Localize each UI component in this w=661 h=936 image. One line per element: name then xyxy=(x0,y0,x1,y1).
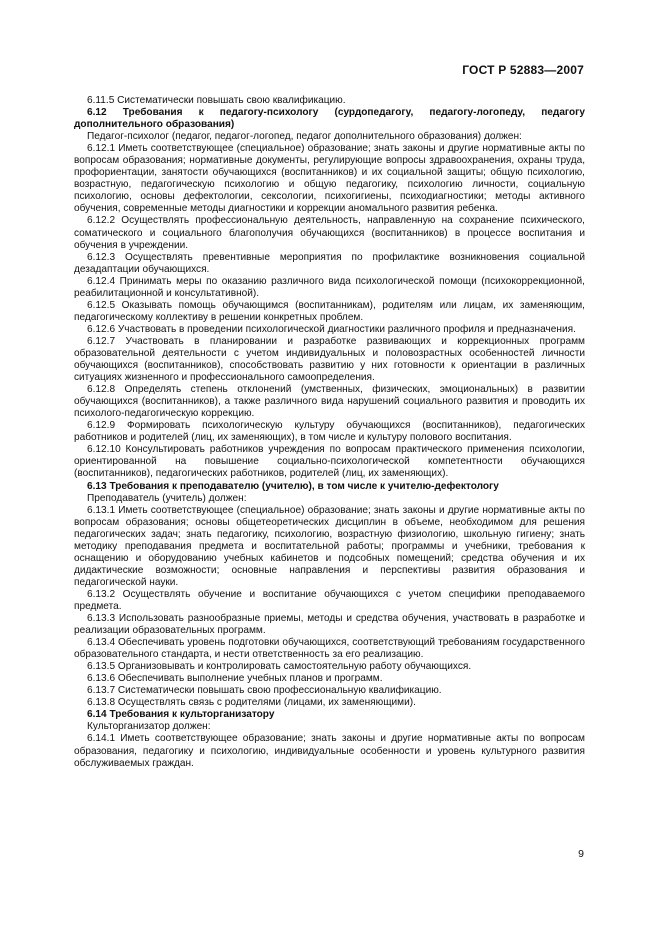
paragraph: 6.13.5 Организовывать и контролировать самостоятельную работу обучающихся. xyxy=(87,661,472,673)
section-heading: 6.13 Требования к преподавателю (учителю), в том числе к учителю-дефектологу xyxy=(87,480,499,492)
paragraph: 6.13.6 Обеспечивать выполнение учебных планов и программ. xyxy=(87,673,383,685)
document-header: ГОСТ Р 52883—2007 xyxy=(462,63,584,77)
paragraph: 6.12.4 Принимать меры по оказанию различного вида психологической помощи (психокоррекционной, реабилитационной и консультативной). xyxy=(74,275,585,299)
page-number: 9 xyxy=(578,848,584,860)
paragraph: 6.12.8 Определять степень отклонений (умственных, физических, эмоциональных) в развитии обучающихся (воспитанников), а также различного вида нарушений социального развития и проводить их психолого-педагогическую коррекцию. xyxy=(74,384,585,420)
paragraph: 6.12.2 Осуществлять профессиональную деятельность, направленную на сохранение психического, соматического и социального благополучия обучающихся (воспитанников) в процессе воспитания и обучения в учреждении. xyxy=(74,215,585,251)
paragraph: 6.13.7 Систематически повышать свою профессиональную квалификацию. xyxy=(87,685,442,697)
paragraph: 6.13.3 Использовать разнообразные приемы, методы и средства обучения, участвовать в разработке и реализации образовательных программ. xyxy=(74,613,585,637)
paragraph: 6.13.2 Осуществлять обучение и воспитание обучающихся с учетом специфики преподаваемого предмета. xyxy=(74,588,585,612)
document-body xyxy=(74,95,585,770)
paragraph: Культорганизатор должен: xyxy=(87,721,211,733)
paragraph: 6.12.3 Осуществлять превентивные мероприятия по профилактике возникновения социальной дезадаптации обучающихся. xyxy=(74,251,585,275)
paragraph: 6.11.5 Систематически повышать свою квалификацию. xyxy=(87,95,346,106)
paragraph: 6.12.10 Консультировать работников учреждения по вопросам практического применения психологии, ориентированной на повышение социально-психологической компетентности обучающихся (воспитанников), педагогических работников, родителей (лиц, их заменяющих). xyxy=(74,444,585,480)
paragraph: 6.12.1 Иметь соответствующее (специальное) образование; знать законы и другие нормативные акты по вопросам образования; нормативные документы, регулирующие вопросы здравоохранения, охраны труда, профориентации, занятости обучающихся (воспитанников) и их социальной защиты; общую психологию, возрастную, педагогическую психологию и общую педагогику, психологию личности, социальную психологию, основы дефектологии, сексологии, психогигиены, психодиагностики; методы активного обучения, современные методы диагностики и коррекции аномального развития ребенка. xyxy=(74,143,585,215)
paragraph: 6.13.8 Осуществлять связь с родителями (лицами, их заменяющими). xyxy=(87,697,416,709)
paragraph: 6.12.7 Участвовать в планировании и разработке развивающих и коррекционных программ образовательной деятельности с учетом индивидуальных и половозрастных особенностей личности обучающихся (воспитанников), способствовать развитию у них готовности к ориентации в различных ситуациях жизненного и профессионального самоопределения. xyxy=(74,335,585,384)
section-heading: 6.12 Требования к педагогу-психологу (сурдопедагогу, педагогу-логопеду, педагогу дополнительного образования) xyxy=(74,107,585,131)
paragraph: 6.13.4 Обеспечивать уровень подготовки обучающихся, соответствующий требованиям государственного образовательного стандарта, и нести ответственность за его реализацию. xyxy=(74,637,585,661)
paragraph: 6.13.1 Иметь соответствующее (специальное) образование; знать законы и другие нормативные акты по вопросам образования; основы общетеоретических дисциплин в объеме, необходимом для решения педагогических задач; знать педагогику, психологию, возрастную физиологию, школьную гигиену; знать методику преподавания предмета и воспитательной работы; программы и учебники, требования к оснащению и оборудованию учебных кабинетов и подсобных помещений; средства обучения и их дидактические возможности; основные направления и перспективы развития образования и педагогической науки. xyxy=(74,504,585,588)
section-heading: 6.14 Требования к культорганизатору xyxy=(87,709,275,721)
paragraph: 6.12.6 Участвовать в проведении психологической диагностики различного профиля и предназначения. xyxy=(87,323,576,335)
paragraph: Педагог-психолог (педагог, педагог-логопед, педагог дополнительного образования) должен: xyxy=(87,131,522,143)
paragraph: Преподаватель (учитель) должен: xyxy=(87,492,247,504)
paragraph: 6.12.9 Формировать психологическую культуру обучающихся (воспитанников), педагогических работников и родителей (лиц, их заменяющих), в том числе и культуру полового воспитания. xyxy=(74,420,585,444)
paragraph: 6.14.1 Иметь соответствующее образование; знать законы и другие нормативные акты по вопросам образования, педагогику и психологию, индивидуальные особенности и уровень культурного развития обслуживаемых граждан. xyxy=(74,733,585,769)
paragraph: 6.12.5 Оказывать помощь обучающимся (воспитанникам), родителям или лицам, их заменяющим, педагогическому коллективу в решении конкретных проблем. xyxy=(74,299,585,323)
